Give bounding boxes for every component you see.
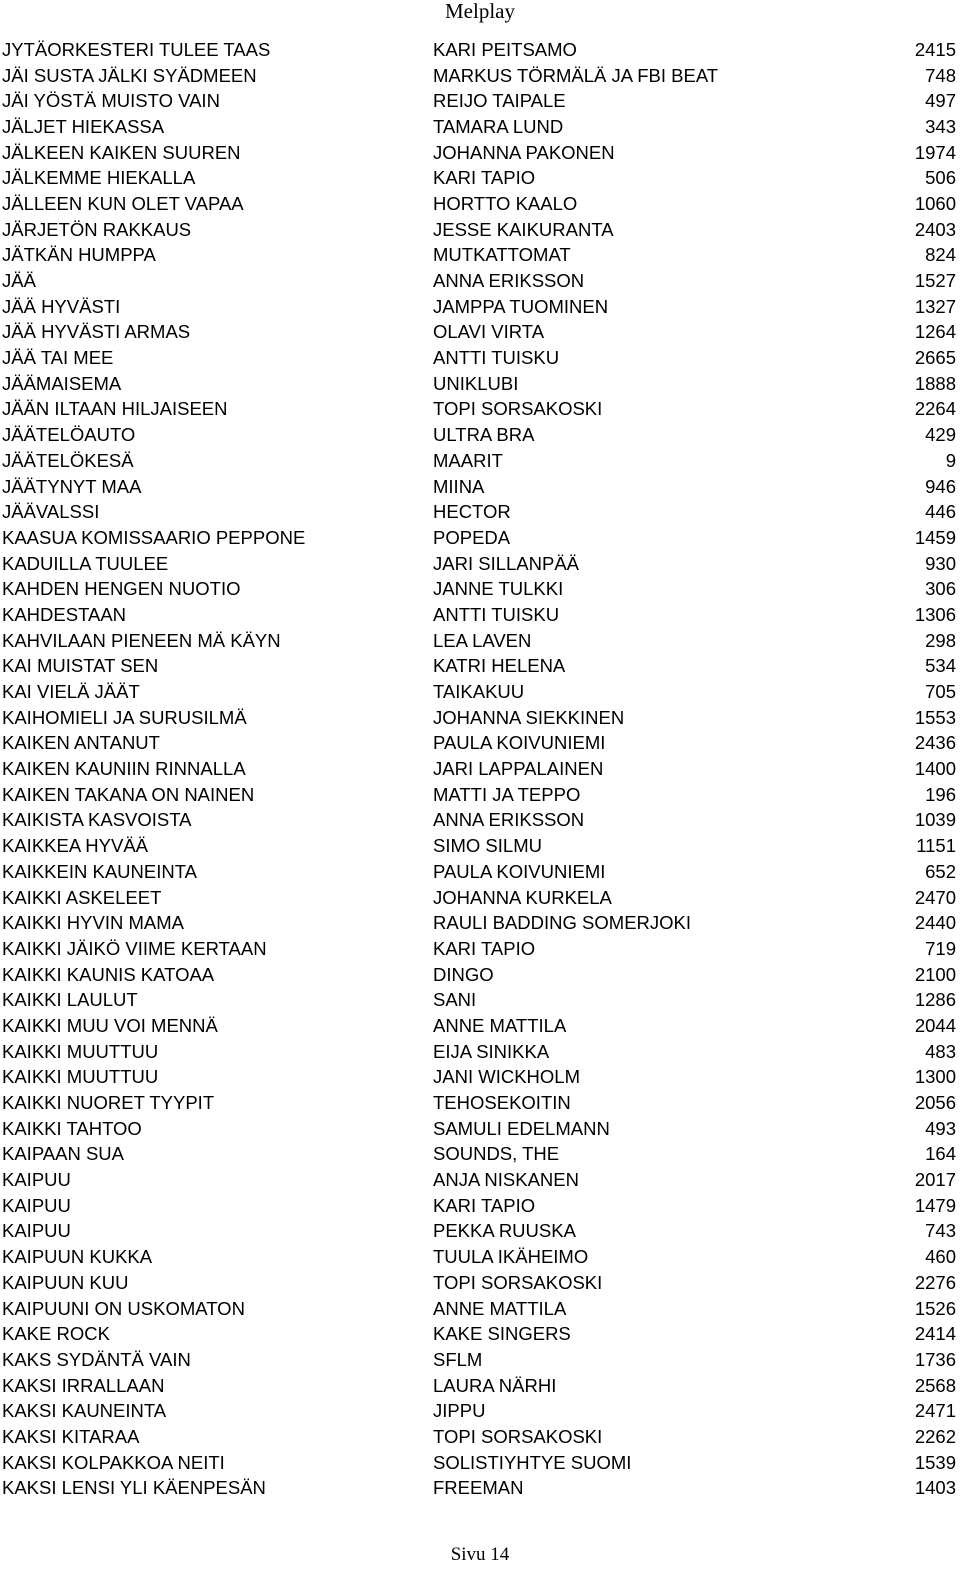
table-row [0, 1065, 960, 1091]
song-title: KAKSI LENSI YLI KÄENPESÄN [2, 1477, 266, 1499]
song-title: JÄI SUSTA JÄLKI SYÄDMEEN [2, 64, 257, 86]
song-number: 705 [925, 681, 956, 703]
song-number: 1526 [914, 1297, 956, 1319]
song-number: 743 [925, 1220, 956, 1242]
table-row [0, 1347, 960, 1373]
table-row [0, 654, 960, 680]
song-title: KAI MUISTAT SEN [2, 655, 159, 677]
song-artist: LEA LAVEN [433, 629, 532, 651]
song-title: KAIKEN KAUNIIN RINNALLA [2, 758, 246, 780]
song-number: 1264 [914, 321, 956, 343]
song-number: 1527 [914, 270, 956, 292]
song-title: KAI VIELÄ JÄÄT [2, 681, 140, 703]
song-number: 2403 [914, 218, 956, 240]
song-artist: JIPPU [433, 1400, 486, 1422]
song-title: KADUILLA TUULEE [2, 552, 169, 574]
song-title: KAIKKI MUUTTUU [2, 1066, 159, 1088]
song-artist: OLAVI VIRTA [433, 321, 545, 343]
song-title: KAIKISTA KASVOISTA [2, 809, 192, 831]
table-row [0, 1244, 960, 1270]
table-row [0, 1270, 960, 1296]
song-artist: TOPI SORSAKOSKI [433, 1271, 603, 1293]
song-number: 1306 [914, 603, 956, 625]
table-row [0, 987, 960, 1013]
song-number: 164 [925, 1143, 956, 1165]
song-title: KAIPUUN KUKKA [2, 1246, 153, 1268]
song-title: KAIKKI JÄIKÖ VIIME KERTAAN [2, 937, 267, 959]
table-row [0, 63, 960, 89]
song-artist: LAURA NÄRHI [433, 1374, 557, 1396]
song-number: 497 [925, 90, 956, 112]
song-number: 460 [925, 1246, 956, 1268]
song-number: 1459 [914, 526, 956, 548]
song-number: 196 [925, 783, 956, 805]
song-number: 2044 [914, 1014, 956, 1036]
song-number: 2436 [914, 732, 956, 754]
song-number: 1151 [916, 835, 956, 857]
song-number: 306 [925, 578, 956, 600]
song-title: JÄÄVALSSI [2, 501, 100, 523]
song-artist: JANNE TULKKI [433, 578, 564, 600]
song-title: JÄÄMAISEMA [2, 372, 122, 394]
table-row [0, 448, 960, 474]
song-number: 2471 [914, 1400, 956, 1422]
song-number: 2017 [914, 1169, 956, 1191]
song-number: 1974 [914, 141, 956, 163]
song-number: 2415 [914, 38, 956, 60]
song-title: JÄÄ HYVÄSTI ARMAS [2, 321, 191, 343]
table-row [0, 1398, 960, 1424]
song-artist: ANNA ERIKSSON [433, 809, 585, 831]
song-title: KAIPUU [2, 1194, 71, 1216]
song-artist: UNIKLUBI [433, 372, 519, 394]
song-artist: SIMO SILMU [433, 835, 542, 857]
song-title: KAIKEN ANTANUT [2, 732, 160, 754]
song-artist: EIJA SINIKKA [433, 1040, 550, 1062]
table-row [0, 1090, 960, 1116]
song-number: 1060 [914, 192, 956, 214]
page-header [0, 0, 960, 22]
song-number: 2100 [914, 963, 956, 985]
song-title: JÄLLEEN KUN OLET VAPAA [2, 192, 244, 214]
song-title: KAIPUU [2, 1169, 71, 1191]
song-artist: JAMPPA TUOMINEN [433, 295, 609, 317]
table-row [0, 397, 960, 423]
song-artist: TUULA IKÄHEIMO [433, 1246, 589, 1268]
song-title: KAKE ROCK [2, 1323, 110, 1345]
song-artist: JESSE KAIKURANTA [433, 218, 614, 240]
song-artist: JANI WICKHOLM [433, 1066, 580, 1088]
song-number: 506 [925, 167, 956, 189]
song-number: 1327 [914, 295, 956, 317]
song-number: 1736 [914, 1348, 956, 1370]
song-title: KAIKKI KAUNIS KATOAA [2, 963, 215, 985]
song-artist: KAKE SINGERS [433, 1323, 571, 1345]
song-number: 534 [925, 655, 956, 677]
table-row [0, 885, 960, 911]
song-title: JÄTKÄN HUMPPA [2, 244, 156, 266]
song-artist: SFLM [433, 1348, 483, 1370]
song-number: 652 [925, 860, 956, 882]
song-artist: JARI LAPPALAINEN [433, 758, 604, 780]
song-title: JÄÄ TAI MEE [2, 347, 114, 369]
song-artist: KARI TAPIO [433, 167, 536, 189]
table-row [0, 294, 960, 320]
song-title: KAKSI KAUNEINTA [2, 1400, 167, 1422]
song-artist: TOPI SORSAKOSKI [433, 1425, 603, 1447]
table-row [0, 859, 960, 885]
song-title: KAIPAAN SUA [2, 1143, 125, 1165]
song-number: 1403 [914, 1477, 956, 1499]
table-row [0, 1039, 960, 1065]
song-artist: MARKUS TÖRMÄLÄ JA FBI BEAT [433, 64, 719, 86]
song-artist: REIJO TAIPALE [433, 90, 566, 112]
song-artist: DINGO [433, 963, 494, 985]
table-row [0, 602, 960, 628]
song-number: 2568 [914, 1374, 956, 1396]
song-artist: POPEDA [433, 526, 511, 548]
page-footer [0, 1544, 960, 1566]
song-title: KAIKKI NUORET TYYPIT [2, 1092, 215, 1114]
song-title: KAIKKEA HYVÄÄ [2, 835, 149, 857]
song-number: 343 [925, 115, 956, 137]
table-row [0, 1167, 960, 1193]
song-number: 2440 [914, 912, 956, 934]
song-number: 1539 [914, 1451, 956, 1473]
song-artist: ANJA NISKANEN [433, 1169, 579, 1191]
song-artist: SOLISTIYHTYE SUOMI [433, 1451, 632, 1473]
table-row [0, 1013, 960, 1039]
table-row [0, 165, 960, 191]
song-title: JÄLKEEN KAIKEN SUUREN [2, 141, 241, 163]
table-row [0, 833, 960, 859]
table-row [0, 1296, 960, 1322]
table-row [0, 114, 960, 140]
song-artist: ULTRA BRA [433, 424, 535, 446]
table-row [0, 1193, 960, 1219]
song-artist: PEKKA RUUSKA [433, 1220, 576, 1242]
song-artist: KARI TAPIO [433, 1194, 536, 1216]
song-artist: JOHANNA SIEKKINEN [433, 706, 625, 728]
table-row [0, 525, 960, 551]
song-number: 2470 [914, 886, 956, 908]
song-title: KAIPUU [2, 1220, 71, 1242]
table-row [0, 576, 960, 602]
song-number: 1553 [914, 706, 956, 728]
song-title: JÄÄN ILTAAN HILJAISEEN [2, 398, 228, 420]
song-number: 2264 [914, 398, 956, 420]
song-title: KAIPUUNI ON USKOMATON [2, 1297, 245, 1319]
song-artist: TOPI SORSAKOSKI [433, 398, 603, 420]
song-number: 9 [945, 449, 956, 471]
table-row [0, 1373, 960, 1399]
table-row [0, 551, 960, 577]
song-title: KAKSI KOLPAKKOA NEITI [2, 1451, 225, 1473]
song-title: KAASUA KOMISSAARIO PEPPONE [2, 526, 306, 548]
song-artist: HORTTO KAALO [433, 192, 578, 214]
table-row [0, 320, 960, 346]
song-title: KAIKKI ASKELEET [2, 886, 162, 908]
song-number: 719 [925, 937, 956, 959]
song-title: JÄI YÖSTÄ MUISTO VAIN [2, 90, 220, 112]
song-number: 1286 [914, 989, 956, 1011]
table-row [0, 37, 960, 63]
song-artist: JOHANNA PAKONEN [433, 141, 615, 163]
song-number: 2056 [914, 1092, 956, 1114]
song-title: KAIKKI HYVIN MAMA [2, 912, 184, 934]
song-artist: SAMULI EDELMANN [433, 1117, 610, 1139]
table-row [0, 1116, 960, 1142]
song-artist: TAMARA LUND [433, 115, 564, 137]
table-row [0, 268, 960, 294]
song-artist: MAARIT [433, 449, 503, 471]
table-row [0, 910, 960, 936]
table-row [0, 756, 960, 782]
table-row [0, 1219, 960, 1245]
song-number: 446 [925, 501, 956, 523]
song-title: KAIKKEIN KAUNEINTA [2, 860, 197, 882]
song-title: KAHDESTAAN [2, 603, 127, 625]
song-title: KAIKKI MUUTTUU [2, 1040, 159, 1062]
table-row [0, 499, 960, 525]
song-artist: FREEMAN [433, 1477, 524, 1499]
table-row [0, 936, 960, 962]
song-title: KAHVILAAN PIENEEN MÄ KÄYN [2, 629, 281, 651]
song-number: 2262 [914, 1425, 956, 1447]
table-row [0, 1424, 960, 1450]
table-row [0, 191, 960, 217]
song-title: JÄRJETÖN RAKKAUS [2, 218, 192, 240]
song-artist: KATRI HELENA [433, 655, 566, 677]
table-row [0, 1476, 960, 1502]
song-number: 930 [925, 552, 956, 574]
table-row [0, 243, 960, 269]
song-number: 2665 [914, 347, 956, 369]
song-number: 2414 [914, 1323, 956, 1345]
song-number: 1888 [914, 372, 956, 394]
header-title: Melplay [445, 0, 515, 23]
song-artist: HECTOR [433, 501, 511, 523]
table-row [0, 962, 960, 988]
table-row [0, 371, 960, 397]
song-artist: JOHANNA KURKELA [433, 886, 612, 908]
song-artist: TEHOSEKOITIN [433, 1092, 571, 1114]
song-artist: SOUNDS, THE [433, 1143, 560, 1165]
song-title: JÄÄTYNYT MAA [2, 475, 142, 497]
song-number: 824 [925, 244, 956, 266]
song-number: 298 [925, 629, 956, 651]
song-artist: ANNE MATTILA [433, 1297, 567, 1319]
song-title: KAIKEN TAKANA ON NAINEN [2, 783, 255, 805]
song-artist: MIINA [433, 475, 485, 497]
song-title: KAHDEN HENGEN NUOTIO [2, 578, 241, 600]
song-title: KAIHOMIELI JA SURUSILMÄ [2, 706, 247, 728]
song-number: 483 [925, 1040, 956, 1062]
table-row [0, 705, 960, 731]
song-title: JÄÄ [2, 270, 36, 292]
table-row [0, 782, 960, 808]
song-title: JÄLJET HIEKASSA [2, 115, 165, 137]
table-row [0, 808, 960, 834]
table-row [0, 1321, 960, 1347]
song-artist: ANNA ERIKSSON [433, 270, 585, 292]
song-artist: ANTTI TUISKU [433, 347, 560, 369]
song-number: 1039 [914, 809, 956, 831]
song-artist: KARI PEITSAMO [433, 38, 577, 60]
song-number: 748 [925, 64, 956, 86]
table-row [0, 474, 960, 500]
table-row [0, 1450, 960, 1476]
song-title: JYTÄORKESTERI TULEE TAAS [2, 38, 271, 60]
song-title: KAIKKI TAHTOO [2, 1117, 142, 1139]
song-artist: TAIKAKUU [433, 681, 525, 703]
song-artist: MUTKATTOMAT [433, 244, 571, 266]
song-title: JÄLKEMME HIEKALLA [2, 167, 196, 189]
song-artist: ANTTI TUISKU [433, 603, 560, 625]
song-title: JÄÄTELÖAUTO [2, 424, 136, 446]
song-number: 1479 [914, 1194, 956, 1216]
song-title: KAIPUUN KUU [2, 1271, 129, 1293]
song-number: 946 [925, 475, 956, 497]
song-title: KAKSI IRRALLAAN [2, 1374, 165, 1396]
table-row [0, 140, 960, 166]
song-list [0, 37, 960, 1501]
table-row [0, 345, 960, 371]
song-title: JÄÄTELÖKESÄ [2, 449, 134, 471]
table-row [0, 679, 960, 705]
song-number: 2276 [914, 1271, 956, 1293]
song-artist: JARI SILLANPÄÄ [433, 552, 580, 574]
song-artist: KARI TAPIO [433, 937, 536, 959]
song-artist: PAULA KOIVUNIEMI [433, 860, 606, 882]
page-number: Sivu 14 [450, 1544, 510, 1565]
table-row [0, 628, 960, 654]
table-row [0, 1142, 960, 1168]
song-artist: RAULI BADDING SOMERJOKI [433, 912, 692, 934]
song-title: KAKSI KITARAA [2, 1425, 140, 1447]
song-number: 1300 [914, 1066, 956, 1088]
song-artist: SANI [433, 989, 477, 1011]
song-number: 429 [925, 424, 956, 446]
song-artist: PAULA KOIVUNIEMI [433, 732, 606, 754]
song-artist: ANNE MATTILA [433, 1014, 567, 1036]
song-artist: MATTI JA TEPPO [433, 783, 581, 805]
song-title: KAKS SYDÄNTÄ VAIN [2, 1348, 191, 1370]
table-row [0, 422, 960, 448]
song-title: KAIKKI LAULUT [2, 989, 138, 1011]
table-row [0, 731, 960, 757]
table-row [0, 88, 960, 114]
song-title: JÄÄ HYVÄSTI [2, 295, 121, 317]
song-number: 493 [925, 1117, 956, 1139]
table-row [0, 217, 960, 243]
song-number: 1400 [914, 758, 956, 780]
song-title: KAIKKI MUU VOI MENNÄ [2, 1014, 218, 1036]
